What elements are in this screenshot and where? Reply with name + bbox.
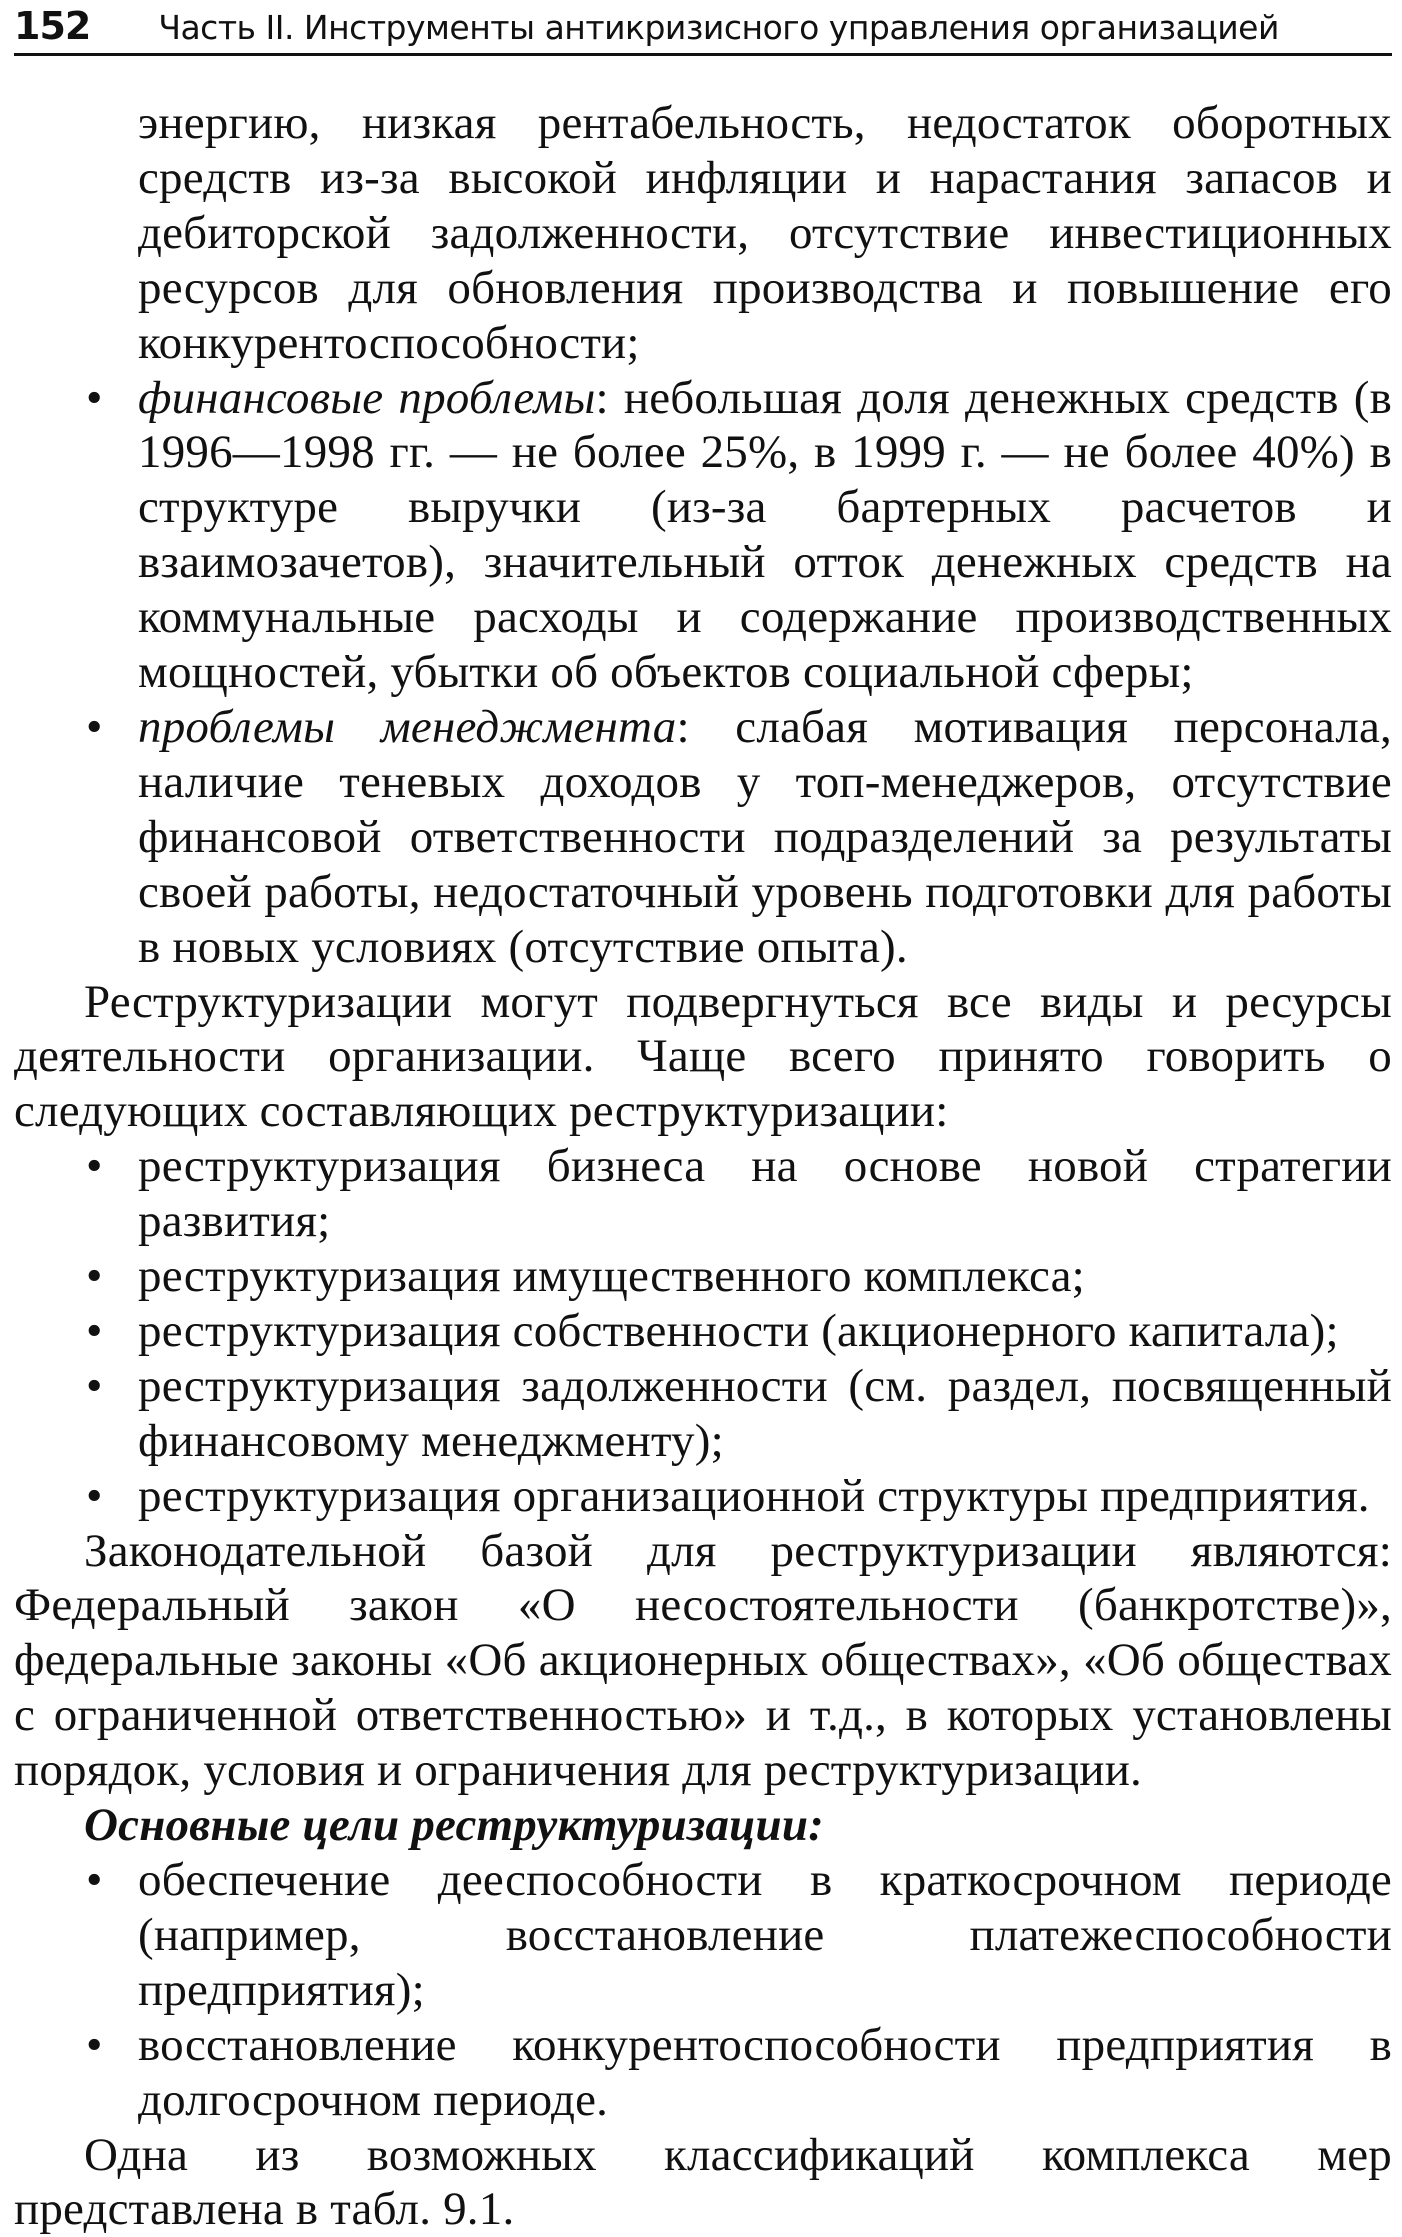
list-item-text: реструктуризация организационной структуры предприятия.	[138, 1469, 1370, 1522]
paragraph-legal-basis: Законодательной базой для реструктуризации являются: Федеральный закон «О несостоятельности (банкротстве)», федеральные законы «Об акционерных обществах», «Об обществах с ограниченной ответственностью» и т.д., в которых установлены порядок, условия и ограничения для реструктуризации.	[14, 1524, 1392, 1797]
bullet-marker: •	[86, 1304, 103, 1357]
bullet-marker: •	[86, 371, 103, 424]
page-number: 152	[14, 4, 91, 48]
list-item-text: обеспечение дееспособности в краткосрочном периоде (например, восстановление платежеспособности предприятия);	[138, 1854, 1392, 2016]
list-item-financial-problems	[14, 371, 1392, 700]
list-item-text: реструктуризация имущественного комплекса;	[138, 1250, 1085, 1303]
list-item-text: : небольшая доля денежных средств (в 1996—1998 гг. — не более 25%, в 1999 г. — не более 40%) в структуре выручки (из-за бартерных расчетов и взаимозачетов), значительный отток денежных средств на коммунальные расходы и содержание производственных мощностей, убытки об объектов социальной сферы;	[138, 371, 1392, 699]
bullet-marker: •	[86, 1359, 103, 1412]
components-list	[14, 1139, 1392, 1523]
list-item	[14, 1249, 1392, 1304]
running-header	[14, 0, 1392, 56]
paragraph-table-reference: Одна из возможных классификаций комплекса мер представлена в табл. 9.1.	[14, 2128, 1392, 2236]
list-item-text: : слабая мотивация персонала, наличие теневых доходов у топ-менеджеров, отсутствие финансовой ответственности подразделений за результаты своей работы, недостаточный уровень подготовки для работы в новых условиях (отсутствие опыта).	[138, 700, 1392, 973]
list-item-text: энергию, низкая рентабельность, недостаток оборотных средств из-за высокой инфляции и нарастания запасов и дебиторской задолженности, отсутствие инвестиционных ресурсов для обновления производства и повышение его конкурентоспособности;	[138, 97, 1392, 369]
list-item-text: реструктуризация задолженности (см. раздел, посвященный финансовому менеджменту);	[138, 1359, 1392, 1467]
bullet-marker: •	[86, 700, 103, 753]
running-title: Часть II. Инструменты антикризисного управления организацией	[158, 8, 1279, 47]
list-item	[14, 1304, 1392, 1359]
bullet-marker: •	[86, 1469, 103, 1522]
bullet-marker: •	[86, 1250, 103, 1303]
list-item-management-problems	[14, 700, 1392, 975]
bullet-marker: •	[86, 1854, 103, 1906]
bullet-marker: •	[86, 1140, 103, 1193]
goals-list	[14, 1853, 1392, 2128]
list-item	[14, 2018, 1392, 2128]
paragraph-restructuring-scope: Реструктуризации могут подвергнуться все виды и ресурсы деятельности организации. Чаще всего принято говорить о следующих составляющих реструктуризации:	[14, 975, 1392, 1138]
list-item	[14, 1359, 1392, 1469]
list-item-text: реструктуризация бизнеса на основе новой стратегии развития;	[138, 1140, 1392, 1248]
problems-list	[14, 96, 1392, 975]
list-item	[14, 1469, 1392, 1524]
list-item	[14, 1139, 1392, 1249]
bullet-marker: •	[86, 2018, 103, 2071]
page-body	[14, 96, 1392, 2237]
list-item	[14, 1853, 1392, 2018]
list-item-term: финансовые проблемы	[138, 371, 596, 424]
section-subheading: Основные цели реструктуризации:	[84, 1799, 825, 1852]
list-item-term: проблемы менеджмента	[138, 700, 677, 753]
list-item-continuation	[14, 96, 1392, 371]
list-item-text: восстановление конкурентоспособности предприятия в долгосрочном периоде.	[138, 2018, 1392, 2126]
list-item-text: реструктуризация собственности (акционерного капитала);	[138, 1304, 1339, 1357]
